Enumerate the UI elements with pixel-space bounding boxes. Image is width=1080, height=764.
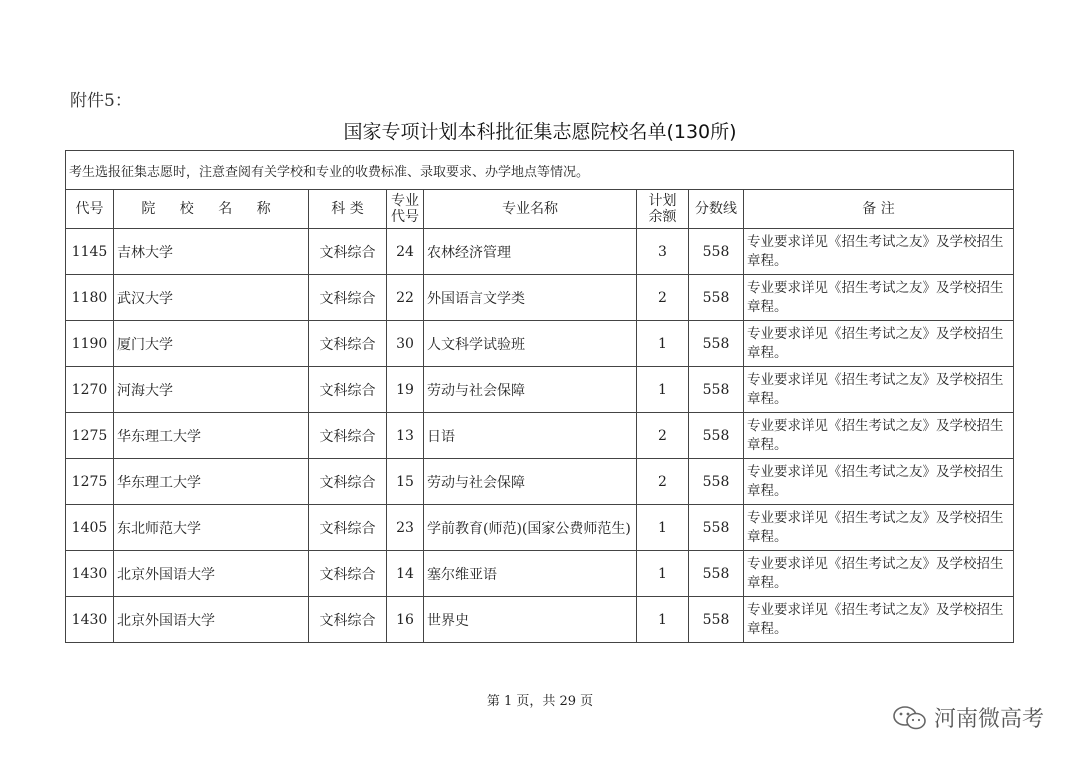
cell-code: 1275: [66, 413, 114, 459]
watermark: [892, 702, 1044, 733]
table-row: [66, 551, 1014, 597]
wechat-icon: [892, 705, 928, 731]
cell-code: 1430: [66, 551, 114, 597]
cell-major-code: 24: [387, 229, 424, 275]
cell-major-code: 22: [387, 275, 424, 321]
cell-code: 1275: [66, 459, 114, 505]
cell-major-code: 23: [387, 505, 424, 551]
cell-remark: 专业要求详见《招生考试之友》及学校招生章程。: [744, 413, 1014, 459]
cell-remaining: 1: [637, 321, 689, 367]
table-row: [66, 459, 1014, 505]
cell-school: 北京外国语大学: [114, 551, 309, 597]
header-score: 分数线: [689, 190, 744, 229]
cell-remark: 专业要求详见《招生考试之友》及学校招生章程。: [744, 459, 1014, 505]
cell-major-name: 塞尔维亚语: [424, 551, 637, 597]
cell-school: 武汉大学: [114, 275, 309, 321]
cell-category: 文科综合: [309, 597, 387, 643]
cell-code: 1430: [66, 597, 114, 643]
cell-score: 558: [689, 597, 744, 643]
cell-category: 文科综合: [309, 459, 387, 505]
cell-remark: 专业要求详见《招生考试之友》及学校招生章程。: [744, 275, 1014, 321]
cell-major-code: 14: [387, 551, 424, 597]
cell-code: 1145: [66, 229, 114, 275]
cell-category: 文科综合: [309, 367, 387, 413]
header-major-code-line2: 代号: [391, 209, 419, 225]
cell-remaining: 2: [637, 459, 689, 505]
cell-school: 河海大学: [114, 367, 309, 413]
cell-score: 558: [689, 321, 744, 367]
cell-major-code: 15: [387, 459, 424, 505]
cell-school: 北京外国语大学: [114, 597, 309, 643]
cell-major-name: 劳动与社会保障: [424, 459, 637, 505]
cell-remaining: 2: [637, 413, 689, 459]
cell-remaining: 2: [637, 275, 689, 321]
cell-remark: 专业要求详见《招生考试之友》及学校招生章程。: [744, 367, 1014, 413]
header-major-code: [387, 190, 424, 229]
cell-remaining: 1: [637, 367, 689, 413]
header-major-name: 专业名称: [424, 190, 637, 229]
cell-major-name: 外国语言文学类: [424, 275, 637, 321]
cell-remaining: 1: [637, 597, 689, 643]
cell-remark: 专业要求详见《招生考试之友》及学校招生章程。: [744, 229, 1014, 275]
header-remaining-line1: 计划: [648, 193, 677, 209]
table-row: [66, 413, 1014, 459]
cell-code: 1270: [66, 367, 114, 413]
cell-code: 1190: [66, 321, 114, 367]
cell-major-code: 13: [387, 413, 424, 459]
cell-category: 文科综合: [309, 229, 387, 275]
cell-major-name: 世界史: [424, 597, 637, 643]
cell-score: 558: [689, 367, 744, 413]
cell-score: 558: [689, 275, 744, 321]
cell-category: 文科综合: [309, 505, 387, 551]
header-category: 科 类: [309, 190, 387, 229]
college-table: [65, 150, 1014, 643]
cell-school: 厦门大学: [114, 321, 309, 367]
header-major-code-line1: 专业: [391, 193, 419, 209]
cell-school: 华东理工大学: [114, 459, 309, 505]
cell-major-name: 人文科学试验班: [424, 321, 637, 367]
table-row: [66, 275, 1014, 321]
cell-category: 文科综合: [309, 321, 387, 367]
attachment-label: 附件5：: [70, 91, 132, 111]
page-footer: 第 1 页，共 29 页: [486, 694, 594, 709]
cell-code: 1405: [66, 505, 114, 551]
cell-major-code: 19: [387, 367, 424, 413]
cell-major-code: 30: [387, 321, 424, 367]
page-title: 国家专项计划本科批征集志愿院校名单(130所): [343, 121, 737, 143]
cell-major-name: 劳动与社会保障: [424, 367, 637, 413]
table-row: [66, 229, 1014, 275]
cell-school: 东北师范大学: [114, 505, 309, 551]
cell-major-code: 16: [387, 597, 424, 643]
cell-code: 1180: [66, 275, 114, 321]
cell-remaining: 3: [637, 229, 689, 275]
cell-score: 558: [689, 229, 744, 275]
cell-remark: 专业要求详见《招生考试之友》及学校招生章程。: [744, 551, 1014, 597]
cell-category: 文科综合: [309, 275, 387, 321]
cell-score: 558: [689, 413, 744, 459]
header-school: 院 校 名 称: [114, 190, 309, 229]
table-row: [66, 505, 1014, 551]
header-row: [66, 190, 1014, 229]
notice-text: 考生选报征集志愿时，注意查阅有关学校和专业的收费标准、录取要求、办学地点等情况。: [66, 151, 1014, 190]
cell-major-name: 日语: [424, 413, 637, 459]
notice-row: [66, 151, 1014, 190]
watermark-text: 河南微高考: [933, 707, 1044, 732]
cell-remaining: 1: [637, 551, 689, 597]
cell-school: 吉林大学: [114, 229, 309, 275]
cell-major-name: 学前教育(师范)(国家公费师范生): [424, 505, 637, 551]
cell-school: 华东理工大学: [114, 413, 309, 459]
cell-score: 558: [689, 505, 744, 551]
cell-remaining: 1: [637, 505, 689, 551]
cell-major-name: 农林经济管理: [424, 229, 637, 275]
table-row: [66, 321, 1014, 367]
table-row: [66, 597, 1014, 643]
cell-remark: 专业要求详见《招生考试之友》及学校招生章程。: [744, 505, 1014, 551]
cell-score: 558: [689, 459, 744, 505]
cell-remark: 专业要求详见《招生考试之友》及学校招生章程。: [744, 597, 1014, 643]
cell-score: 558: [689, 551, 744, 597]
header-code: 代号: [66, 190, 114, 229]
header-remaining-line2: 余额: [648, 209, 677, 225]
cell-category: 文科综合: [309, 551, 387, 597]
header-remark: 备 注: [744, 190, 1014, 229]
cell-remark: 专业要求详见《招生考试之友》及学校招生章程。: [744, 321, 1014, 367]
cell-category: 文科综合: [309, 413, 387, 459]
table-row: [66, 367, 1014, 413]
header-remaining: [637, 190, 689, 229]
